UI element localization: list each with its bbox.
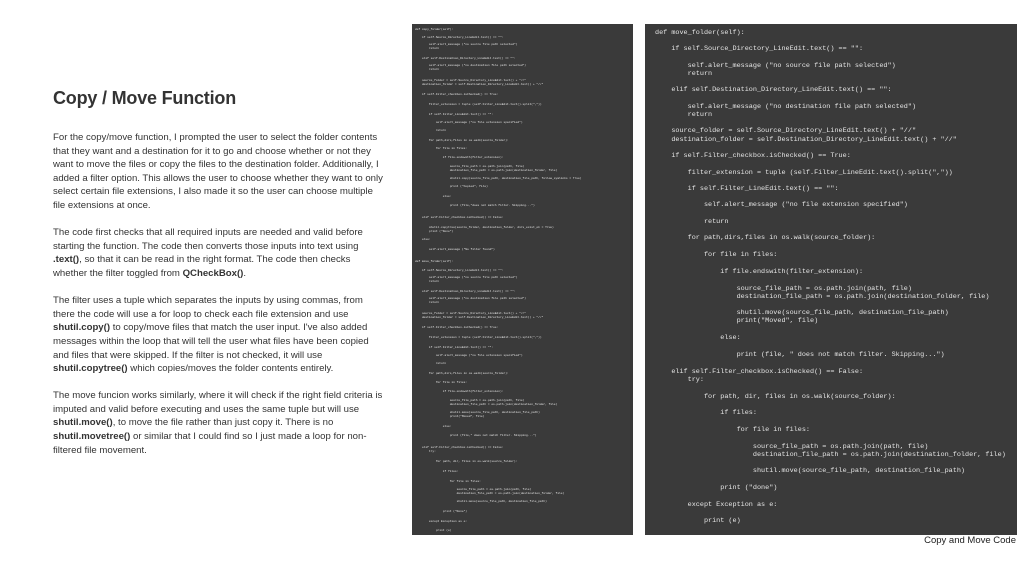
- code-line: print("Moved", file): [415, 415, 485, 418]
- code-line: destination_folder = self.Destination_Directory_LineEdit.text() + "//": [415, 83, 544, 86]
- code-line: def move_folder(self):: [655, 29, 745, 37]
- code-line: destination_file_path = os.path.join(destination_folder, file): [655, 451, 1006, 459]
- text-run: The move funcion works similarly, where it will check if the right field criteria is imputed and valid before executing and uses the same tuple but will use: [53, 390, 383, 415]
- code-line: self.alert_message ("no source file path selected"): [655, 62, 896, 70]
- code-line: elif self.Filter_checkbox.isChecked() == False:: [415, 216, 504, 219]
- code-term: .text(): [53, 254, 80, 266]
- code-line: except Exception as e:: [655, 501, 778, 509]
- code-line: if self.Source_Directory_LineEdit.text() == "":: [415, 269, 504, 272]
- code-line: if self.Filter_checkbox.isChecked() == True:: [415, 93, 499, 96]
- code-line: filter_extension = tuple (self.Filter_LineEdit.text().split(",")): [415, 103, 542, 106]
- code-term: shutil.copytree(): [53, 363, 128, 375]
- code-line: return: [415, 301, 440, 304]
- text-run: , to move the file rather than just copy it. There is no: [112, 417, 334, 429]
- code-line: elif self.Filter_checkbox.isChecked() == False:: [655, 368, 864, 376]
- code-line: source_file_path = os.path.join(path, file): [415, 165, 525, 168]
- code-line: destination_file_path = os.path.join(destination_folder, file): [655, 293, 990, 301]
- code-line: self.alert_message ("no destination file path selected"): [415, 64, 527, 67]
- code-line: if self.Source_Directory_LineEdit.text() == "":: [655, 45, 864, 53]
- code-line: shutil.copytree(source_folder, destination_folder, dirs_exist_ok = True): [415, 226, 554, 229]
- code-line: else:: [415, 425, 452, 428]
- code-line: print ("Copied", file): [415, 185, 488, 188]
- text-run: .: [243, 267, 247, 279]
- code-line: if self.Filter_LineEdit.text() == "":: [415, 113, 494, 116]
- text-run: or similar that I could find so I just made a loop for non-filtered file movement.: [53, 431, 367, 456]
- description-text: [53, 131, 383, 471]
- code-line: return: [655, 111, 713, 119]
- code-line: if file.endswith(filter_extension):: [415, 156, 504, 159]
- code-term: shutil.copy(): [53, 322, 111, 334]
- move-folder-code-screenshot: [645, 24, 1017, 535]
- text-run: , so that it can be read in the right format. The code then checks whether the filter toggled from: [53, 254, 351, 279]
- code-line: self.alert_message ("no file extension specified"): [415, 354, 523, 357]
- code-line: self.alert_message ("No filter found"): [415, 248, 495, 251]
- code-term: shutil.movetree(): [53, 431, 131, 443]
- code-line: shutil.move(source_file_path, destination_file_path): [415, 500, 547, 503]
- code-line: shutil.move(source_file_path, destination_file_path): [415, 411, 540, 414]
- code-line: for path,dirs,files in os.walk(source_folder):: [655, 234, 876, 242]
- code-line: destination_file_path = os.path.join(destination_folder, file): [415, 492, 565, 495]
- code-line: else:: [415, 238, 431, 241]
- code-line: def copy_folder(self):: [415, 28, 454, 31]
- code-line: source_folder = self.Source_Directory_LineEdit.text() + "//": [655, 127, 917, 135]
- code-caption: Copy and Move Code: [924, 535, 1016, 546]
- text-run: The code first checks that all required inputs are needed and valid before starting the function. The code then converts those inputs into text using: [53, 227, 363, 252]
- code-line: if self.Filter_checkbox.isChecked() == True:: [655, 152, 851, 160]
- code-line: if file.endswith(filter_extension):: [415, 390, 504, 393]
- code-line: elif self.Destination_Directory_LineEdit.text() == "":: [415, 57, 516, 60]
- code-line: def move_folder(self):: [415, 260, 454, 263]
- code-line: elif self.Destination_Directory_LineEdit.text() == "":: [655, 86, 892, 94]
- code-line: for path,dirs,files in os.walk(source_folder):: [415, 372, 509, 375]
- code-line: shutil.move(source_file_path, destination_file_path): [655, 309, 949, 317]
- code-line: if self.Filter_LineEdit.text() == "":: [655, 185, 839, 193]
- code-term: QCheckBox(): [182, 267, 244, 279]
- code-line: for path, dir, files in os.walk(source_folder):: [415, 460, 518, 463]
- code-line: return: [415, 129, 447, 132]
- code-line: if self.Filter_LineEdit.text() == "":: [415, 346, 494, 349]
- code-line: print ("done"): [655, 484, 778, 492]
- page-title: Copy / Move Function: [53, 88, 236, 108]
- code-line: destination_file_path = os.path.join(destination_folder, file): [415, 403, 558, 406]
- code-line: source_folder = self.Source_Directory_LineEdit.text() + "//": [415, 79, 527, 82]
- text-run: which copies/moves the folder contents entirely.: [127, 363, 334, 375]
- code-line: destination_folder = self.Destination_Directory_LineEdit.text() + "//": [655, 136, 957, 144]
- code-line: for path, dir, files in os.walk(source_folder):: [655, 393, 896, 401]
- copy-folder-code-screenshot: [412, 24, 633, 535]
- code-line: source_folder = self.Source_Directory_LineEdit.text() + "//": [415, 312, 527, 315]
- code-line: self.alert_message ("no file extension specified"): [415, 121, 523, 124]
- code-line: return: [415, 362, 447, 365]
- code-line: filter_extension = tuple (self.Filter_LineEdit.text().split(",")): [655, 169, 953, 177]
- code-line: filter_extension = tuple (self.Filter_LineEdit.text().split(",")): [415, 336, 542, 339]
- code-line: destination_folder = self.Destination_Directory_LineEdit.text() + "//": [415, 316, 544, 319]
- code-line: for file in files:: [655, 426, 810, 434]
- text-run: to copy/move files that match the user input. I've also added messages within the loop that will tell the user what files have been copied and files that were skipped. If the filter is not checked, it will use: [53, 322, 369, 361]
- code-line: source_file_path = os.path.join(path, file): [415, 399, 525, 402]
- code-line: self.alert_message ("no destination file path selected"): [655, 103, 917, 111]
- code-line: return: [415, 280, 440, 283]
- code-line: if file.endswith(filter_extension):: [655, 268, 864, 276]
- code-line: for file in files:: [655, 251, 778, 259]
- code-line: print (file,"does not match filter. Skipping..."): [415, 204, 535, 207]
- code-line: return: [415, 68, 440, 71]
- code-line: destination_file_path = os.path.join(destination_folder, file): [415, 169, 558, 172]
- code-line: for file in files:: [415, 480, 481, 483]
- code-line: return: [655, 218, 729, 226]
- code-term: shutil.move(): [53, 417, 113, 429]
- code-line: print (e): [415, 529, 452, 532]
- code-line: print("Moved", file): [655, 317, 819, 325]
- code-line: try:: [415, 450, 436, 453]
- code-line: except Exception as e:: [415, 520, 468, 523]
- code-line: print (file," does not match filter. Skipping..."): [415, 434, 537, 437]
- code-line: print (e): [655, 517, 741, 525]
- paragraph-3: [53, 294, 383, 376]
- code-line: source_file_path = os.path.join(path, file): [655, 443, 929, 451]
- code-line: self.alert_message ("no source file path selected"): [415, 276, 518, 279]
- code-line: if files:: [655, 409, 757, 417]
- code-line: for file in files:: [415, 147, 468, 150]
- code-line: elif self.Destination_Directory_LineEdit.text() == "":: [415, 290, 516, 293]
- code-line: print ("Done"): [415, 510, 468, 513]
- code-line: if self.Source_Directory_LineEdit.text() == "":: [415, 36, 504, 39]
- code-line: if self.Filter_checkbox.isChecked() == True:: [415, 326, 499, 329]
- code-line: try:: [655, 376, 704, 384]
- code-line: self.alert_message ("no file extension specified"): [655, 201, 908, 209]
- code-line: shutil.move(source_file_path, destination_file_path): [655, 467, 965, 475]
- code-line: return: [655, 70, 713, 78]
- text-run: For the copy/move function, I prompted the user to select the folder contents that they want and a destination for it to go and choose whether or not they want to move the files or copy the files to the destination folder. Additionally, I added a filter option. This allows the user to choose whether they want to only select certain file extensions, I also made it so the user can choose multiple file extensions at once.: [53, 132, 383, 211]
- paragraph-4: [53, 389, 383, 457]
- code-line: source_file_path = os.path.join(path, file): [415, 488, 532, 491]
- text-run: The filter uses a tuple which separates the inputs by using commas, from there the code will use a for loop to check each file extension and use: [53, 295, 363, 320]
- code-line: return: [415, 47, 440, 50]
- code-line: print (file, " does not match filter. Skipping..."): [655, 351, 945, 359]
- code-line: for path,dirs,files in os.walk(source_folder):: [415, 139, 509, 142]
- code-line: if files:: [415, 470, 459, 473]
- paragraph-1: [53, 131, 383, 213]
- code-line: self.alert_message ("no destination file path selected"): [415, 297, 527, 300]
- code-line: shutil.copy(source_file_path, destination_file_path, follow_symlinks = True): [415, 177, 582, 180]
- code-line: elif self.Filter_checkbox.isChecked() == False:: [415, 446, 504, 449]
- code-line: source_file_path = os.path.join(path, file): [655, 285, 912, 293]
- paragraph-2: [53, 226, 383, 280]
- code-line: else:: [415, 195, 452, 198]
- code-line: for file in files:: [415, 381, 468, 384]
- code-line: self.alert_message ("no source file path selected"): [415, 43, 518, 46]
- code-line: else:: [655, 334, 741, 342]
- code-line: print ("Done"): [415, 230, 454, 233]
